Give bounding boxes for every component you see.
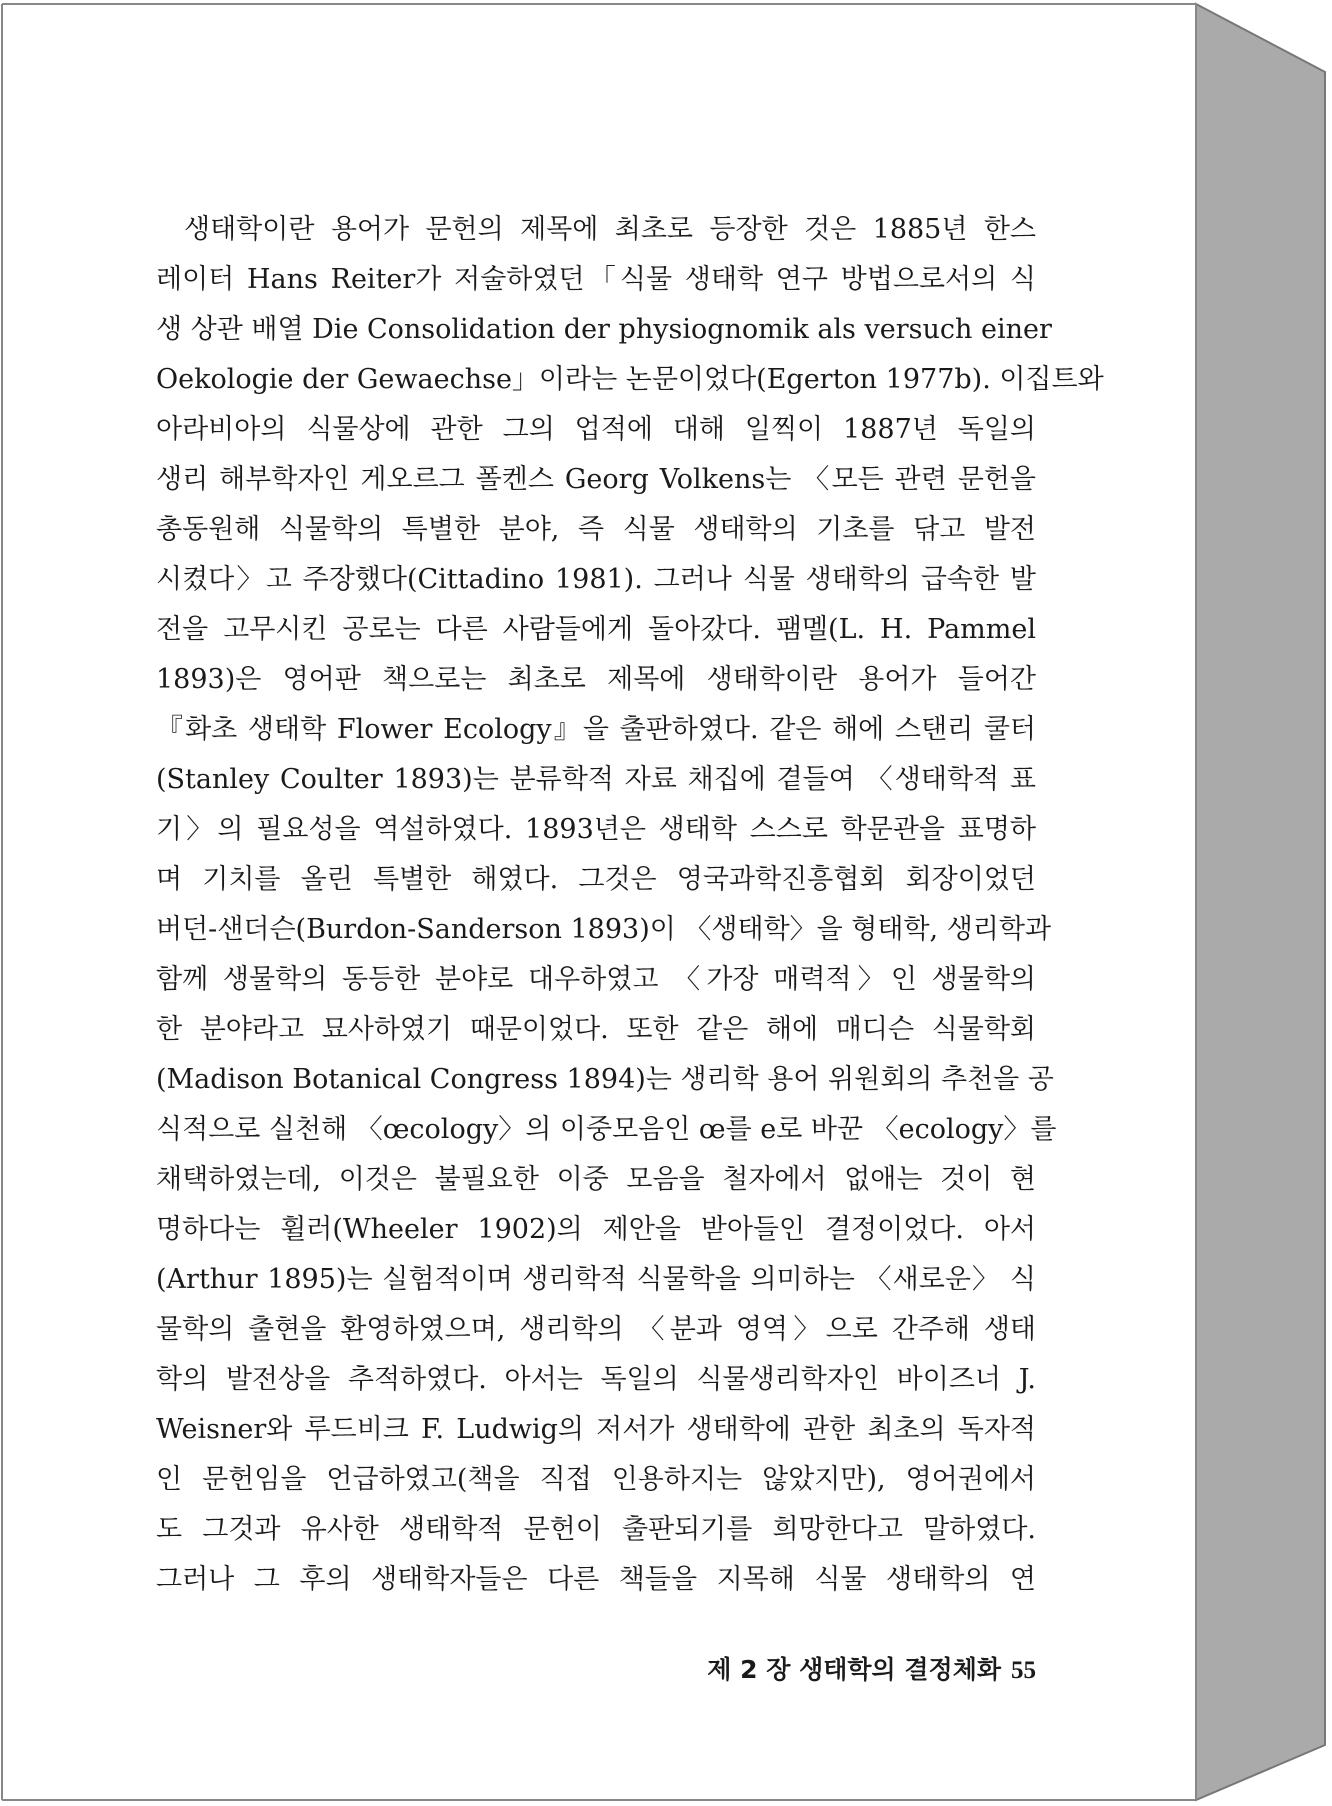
text-line: 학의 발전상을 추적하였다. 아서는 독일의 식물생리학자인 바이즈너 J. <box>156 1364 1036 1395</box>
page-footer <box>700 1650 1036 1686</box>
text-line: 그러나 그 후의 생태학자들은 다른 책들을 지목해 식물 생태학의 연 <box>156 1564 1036 1595</box>
text-line: 레이터 Hans Reiter가 저술하였던「식물 생태학 연구 방법으로서의 식 <box>156 264 1036 295</box>
text-line: 생태학이란 용어가 문헌의 제목에 최초로 등장한 것은 1885년 한스 <box>184 214 1036 245</box>
text-line: 전을 고무시킨 공로는 다른 사람들에게 돌아갔다. 팸멜(L. H. Pammel <box>156 614 1036 645</box>
text-line: 함께 생물학의 동등한 분야로 대우하였고 〈가장 매력적〉인 생물학의 <box>156 964 1036 995</box>
text-line: (Madison Botanical Congress 1894)는 생리학 용어 위원회의 추천을 공 <box>156 1064 1054 1095</box>
text-line: 『화초 생태학 Flower Ecology』을 출판하였다. 같은 해에 스탠리 쿨터 <box>156 714 1036 745</box>
text-line: 생 상관 배열 Die Consolidation der physiognomik als versuch einer <box>156 314 1052 345</box>
chapter-title: 제 2 장 생태학의 결정체화 <box>707 1655 1001 1684</box>
body-text <box>156 205 1104 1605</box>
page-number: 55 <box>1011 1657 1036 1684</box>
text-line: 버던-샌더슨(Burdon-Sanderson 1893)이 〈생태학〉을 형태학, 생리학과 <box>156 914 1052 945</box>
text-line: (Stanley Coulter 1893)는 분류학적 자료 채집에 곁들여 〈생태학적 표 <box>156 764 1036 795</box>
text-line: Weisner와 루드비크 F. Ludwig의 저서가 생태학에 관한 최초의 독자적 <box>156 1414 1036 1445</box>
text-line: 식적으로 실천해 〈œcology〉의 이중모음인 œ를 e로 바꾼 〈ecology〉를 <box>156 1114 1057 1145</box>
text-line: 물학의 출현을 환영하였으며, 생리학의 〈분과 영역〉으로 간주해 생태 <box>156 1314 1036 1345</box>
text-line: (Arthur 1895)는 실험적이며 생리학적 식물학을 의미하는 〈새로운〉 식 <box>156 1264 1036 1295</box>
text-line: 한 분야라고 묘사하였기 때문이었다. 또한 같은 해에 매디슨 식물학회 <box>156 1014 1036 1045</box>
text-line: Oekologie der Gewaechse」이라는 논문이었다(Egerton 1977b). 이집트와 <box>156 364 1104 395</box>
text-line: 명하다는 휠러(Wheeler 1902)의 제안을 받아들인 결정이었다. 아서 <box>156 1214 1036 1245</box>
text-line: 기〉의 필요성을 역설하였다. 1893년은 생태학 스스로 학문관을 표명하 <box>156 814 1036 845</box>
text-line: 도 그것과 유사한 생태학적 문헌이 출판되기를 희망한다고 말하였다. <box>156 1514 1036 1545</box>
text-line: 아라비아의 식물상에 관한 그의 업적에 대해 일찍이 1887년 독일의 <box>156 414 1036 445</box>
text-line: 시켰다〉고 주장했다(Cittadino 1981). 그러나 식물 생태학의 급속한 발 <box>156 564 1036 595</box>
text-line: 생리 해부학자인 게오르그 폴켄스 Georg Volkens는 〈모든 관련 문헌을 <box>156 464 1036 495</box>
text-line: 1893)은 영어판 책으로는 최초로 제목에 생태학이란 용어가 들어간 <box>156 664 1036 695</box>
text-line: 며 기치를 올린 특별한 해였다. 그것은 영국과학진흥협회 회장이었던 <box>156 864 1036 895</box>
text-line: 채택하였는데, 이것은 불필요한 이중 모음을 철자에서 없애는 것이 현 <box>156 1164 1036 1195</box>
text-line: 인 문헌임을 언급하였고(책을 직접 인용하지는 않았지만), 영어권에서 <box>156 1464 1036 1495</box>
text-line: 총동원해 식물학의 특별한 분야, 즉 식물 생태학의 기초를 닦고 발전 <box>156 514 1036 545</box>
